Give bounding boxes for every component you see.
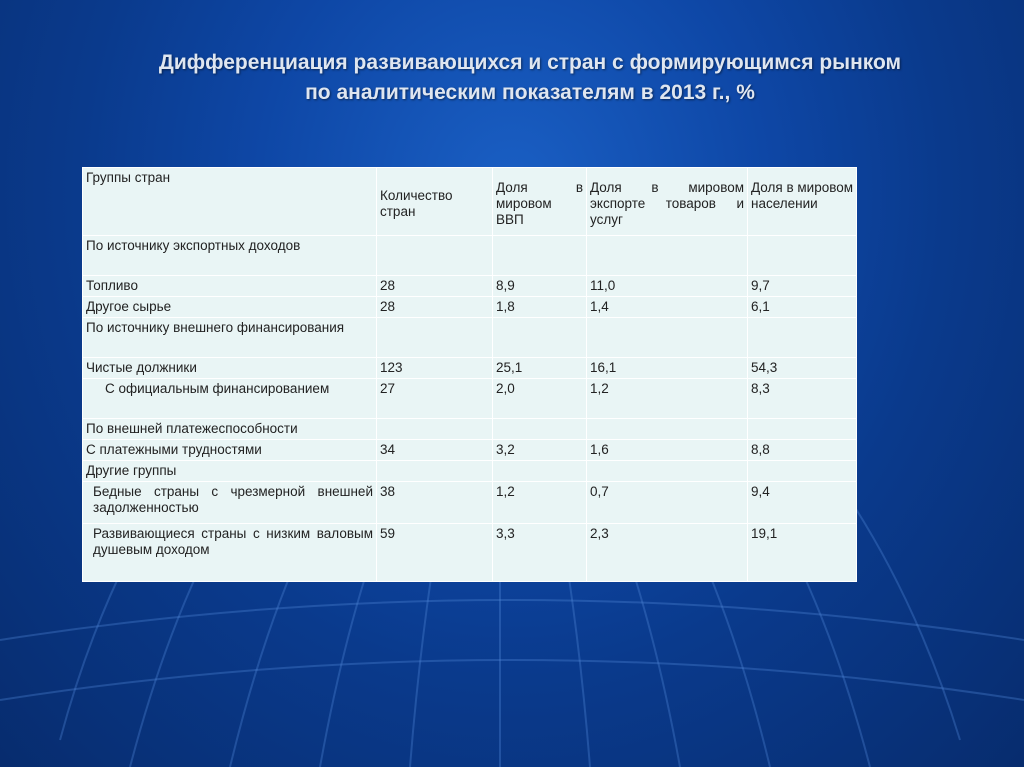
table-row — [83, 297, 857, 318]
table-cell: 8,9 — [493, 276, 587, 297]
table-cell: 3,3 — [493, 524, 587, 582]
table-header-cell: Группы стран — [83, 168, 377, 236]
table-cell: 123 — [377, 358, 493, 379]
table-row — [83, 482, 857, 524]
table-cell: 25,1 — [493, 358, 587, 379]
table-row — [83, 236, 857, 276]
data-table — [82, 167, 857, 582]
table-cell: 16,1 — [587, 358, 748, 379]
row-label: Чистые должники — [83, 358, 377, 379]
table-cell: 3,2 — [493, 440, 587, 461]
table-header-row — [83, 168, 857, 236]
table-cell — [377, 236, 493, 276]
table-cell: 2,3 — [587, 524, 748, 582]
table-cell — [587, 236, 748, 276]
table-cell — [587, 461, 748, 482]
table-cell: 0,7 — [587, 482, 748, 524]
table-row — [83, 358, 857, 379]
table-cell — [748, 318, 857, 358]
row-label: С платежными трудностями — [83, 440, 377, 461]
table-cell — [748, 461, 857, 482]
table-cell — [493, 419, 587, 440]
table-cell: 27 — [377, 379, 493, 419]
table-cell — [493, 236, 587, 276]
slide-title-line-1: Дифференциация развивающихся и стран с формирующимся рынком — [158, 51, 902, 74]
table-row — [83, 379, 857, 419]
table-header-cell: Доля в мировом ВВП — [493, 168, 587, 236]
table-cell: 1,4 — [587, 297, 748, 318]
row-label: С официальным финансированием — [83, 379, 377, 419]
row-label: По внешней платежеспособности — [83, 419, 377, 440]
table-cell: 8,3 — [748, 379, 857, 419]
row-label: Другое сырье — [83, 297, 377, 318]
table-cell — [748, 236, 857, 276]
table-cell — [493, 461, 587, 482]
table-cell: 19,1 — [748, 524, 857, 582]
table-cell: 9,4 — [748, 482, 857, 524]
table-row — [83, 318, 857, 358]
table-cell — [377, 461, 493, 482]
table-cell: 38 — [377, 482, 493, 524]
table-cell — [587, 419, 748, 440]
table-cell — [587, 318, 748, 358]
table-cell: 8,8 — [748, 440, 857, 461]
table-row — [83, 276, 857, 297]
table-cell — [377, 318, 493, 358]
table-cell: 34 — [377, 440, 493, 461]
table-cell: 28 — [377, 276, 493, 297]
table-cell: 1,6 — [587, 440, 748, 461]
table-header-cell: Доля в мировом экспорте товаров и услуг — [587, 168, 748, 236]
row-label: Другие группы — [83, 461, 377, 482]
table-row — [83, 461, 857, 482]
table-cell: 9,7 — [748, 276, 857, 297]
table-header-cell: Количество стран — [377, 168, 493, 236]
table-cell: 59 — [377, 524, 493, 582]
table-cell: 1,8 — [493, 297, 587, 318]
table-cell — [748, 419, 857, 440]
row-label: По источнику экспортных доходов — [83, 236, 377, 276]
table-cell: 2,0 — [493, 379, 587, 419]
row-label: По источнику внешнего финансирования — [83, 318, 377, 358]
table-cell: 28 — [377, 297, 493, 318]
table-row — [83, 440, 857, 461]
row-label: Бедные страны с чрезмерной внешней задолженностью — [83, 482, 377, 524]
table-cell: 6,1 — [748, 297, 857, 318]
table-cell: 1,2 — [493, 482, 587, 524]
table-row — [83, 524, 857, 582]
row-label: Топливо — [83, 276, 377, 297]
row-label: Развивающиеся страны с низким валовым душевым доходом — [83, 524, 377, 582]
table-cell: 11,0 — [587, 276, 748, 297]
table-header-cell: Доля в мировом населении — [748, 168, 857, 236]
slide-title — [40, 48, 1020, 108]
table-cell — [377, 419, 493, 440]
table-cell: 1,2 — [587, 379, 748, 419]
table-cell: 54,3 — [748, 358, 857, 379]
table-row — [83, 419, 857, 440]
table-cell — [493, 318, 587, 358]
slide-title-line-2: по аналитическим показателям в 2013 г., % — [305, 81, 755, 104]
